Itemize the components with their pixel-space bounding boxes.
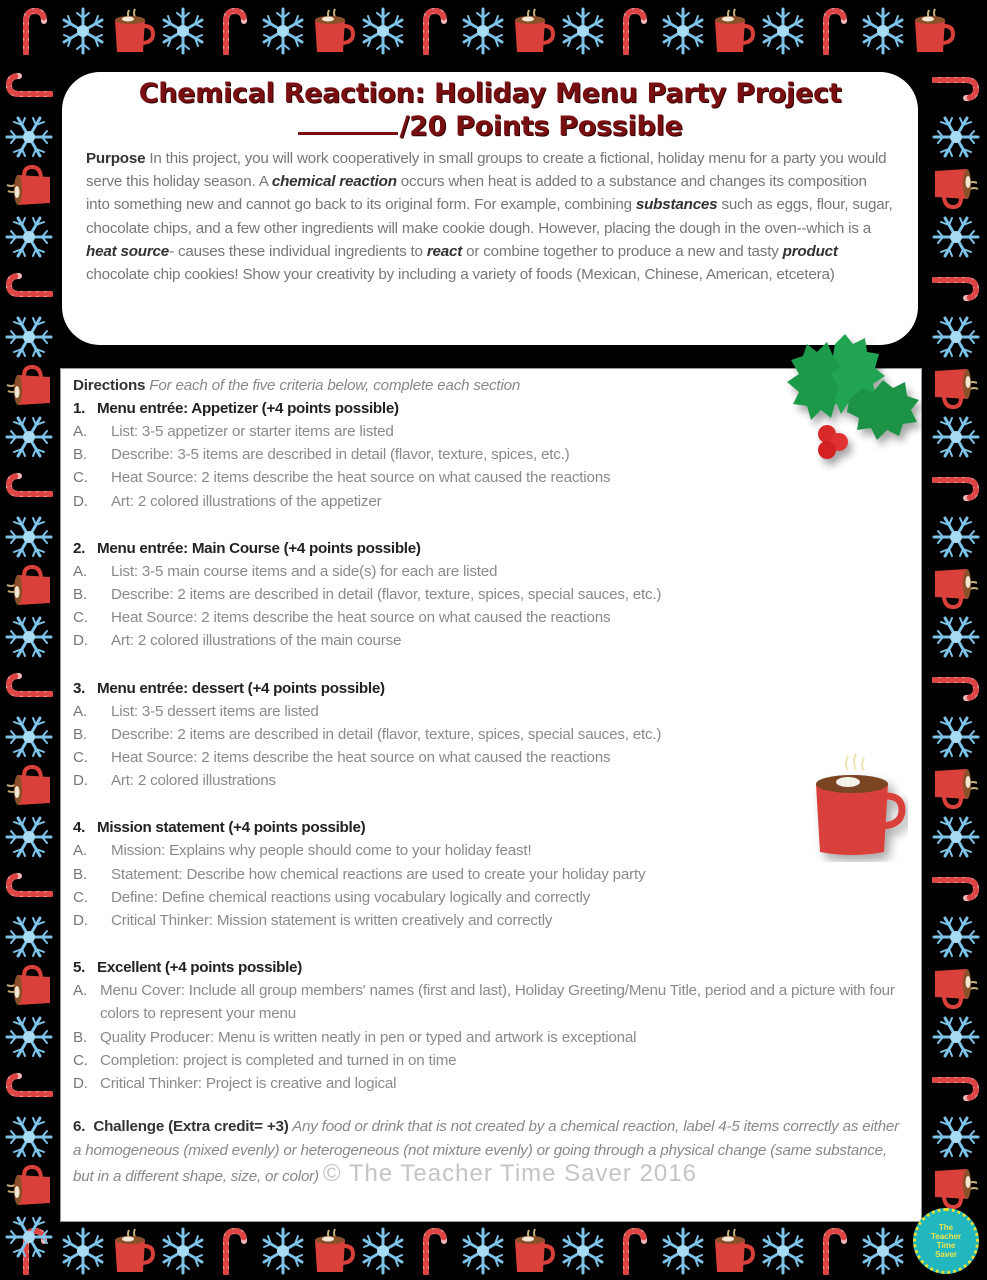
section-title: Menu entrée: dessert (+4 points possible) (97, 679, 385, 697)
criteria-item (73, 629, 909, 652)
criteria-item (73, 723, 909, 746)
challenge-text: Any food or drink that is not created by a chemical reaction, label 4-5 items correctly as either a homogeneous (mixed evenly) or heterogeneous (not mixture evenly) or going through a physical change (same substance, but in a different shape, size, or color) (73, 1118, 900, 1186)
criteria-item (73, 863, 909, 886)
criteria-section (73, 677, 909, 793)
candy-cane-icon (208, 6, 258, 56)
candy-cane-icon (931, 662, 981, 712)
item-text: List: 3-5 dessert items are listed (111, 702, 319, 720)
item-letter: A. (73, 982, 87, 1000)
snowflake-icon (931, 212, 981, 262)
criteria-item (73, 560, 909, 583)
snowflake-icon (931, 612, 981, 662)
snowflake-icon (58, 1226, 108, 1276)
item-letter: D. (73, 1075, 88, 1093)
item-text: List: 3-5 appetizer or starter items are listed (111, 423, 394, 440)
item-text: Art: 2 colored illustrations (111, 772, 276, 790)
criteria-item (73, 1026, 909, 1049)
purpose-text: chocolate chip cookies! Show your creativity by including a variety of foods (Mexican, Chinese, American, etcetera) (86, 266, 835, 284)
item-text: Describe: 2 items are described in detail (flavor, texture, spices, special sauces, etc.) (111, 725, 662, 743)
item-text: List: 3-5 main course items and a side(s) for each are listed (111, 562, 498, 580)
criteria-item (73, 700, 909, 723)
cocoa-mug-icon (4, 1162, 54, 1212)
logo-text: Saver (935, 1250, 957, 1259)
border-top (8, 6, 958, 56)
criteria-section (73, 537, 909, 653)
snowflake-icon (4, 712, 54, 762)
cocoa-mug-icon (4, 562, 54, 612)
criteria-item (73, 839, 909, 862)
item-text: Art: 2 colored illustrations of the main course (111, 632, 402, 650)
criteria-list (73, 397, 909, 1095)
section-heading (73, 816, 909, 839)
section-number: 2. (73, 539, 86, 557)
criteria-item (73, 909, 909, 932)
item-letter: B. (73, 865, 87, 883)
candy-cane-icon (808, 6, 858, 56)
criteria-item (73, 1049, 909, 1072)
section-title: Mission statement (+4 points possible) (97, 819, 366, 837)
cocoa-mug-icon (108, 6, 158, 56)
snowflake-icon (931, 912, 981, 962)
challenge-title: Challenge (Extra credit= +3) (93, 1118, 289, 1136)
criteria-item (73, 583, 909, 606)
section-title: Menu entrée: Main Course (+4 points possible) (97, 539, 421, 557)
cocoa-mug-icon (508, 6, 558, 56)
candy-cane-icon (4, 662, 54, 712)
snowflake-icon (931, 712, 981, 762)
snowflake-icon (158, 6, 208, 56)
item-letter: A. (73, 702, 87, 720)
section-heading (73, 677, 909, 700)
candy-cane-icon (4, 1062, 54, 1112)
border-bottom (8, 1226, 908, 1276)
snowflake-icon (358, 6, 408, 56)
item-text: Art: 2 colored illustrations of the appetizer (111, 492, 382, 510)
cocoa-mug-icon (931, 562, 981, 612)
directions-label: Directions (73, 377, 146, 394)
item-letter: B. (73, 725, 87, 743)
criteria-section (73, 816, 909, 932)
candy-cane-icon (808, 1226, 858, 1276)
candy-cane-icon (931, 62, 981, 112)
section-heading (73, 537, 909, 560)
section-number: 3. (73, 679, 86, 697)
cocoa-mug-icon (4, 762, 54, 812)
snowflake-icon (4, 312, 54, 362)
keyword-product: product (782, 242, 838, 260)
directions-text: For each of the five criteria below, complete each section (145, 377, 521, 394)
snowflake-icon (4, 612, 54, 662)
logo-text: Teacher (930, 1232, 962, 1241)
snowflake-icon (931, 512, 981, 562)
snowflake-icon (658, 6, 708, 56)
snowflake-icon (658, 1226, 708, 1276)
cocoa-mug-icon (308, 6, 358, 56)
snowflake-icon (4, 512, 54, 562)
keyword-react: react (426, 242, 463, 260)
section-title: Excellent (+4 points possible) (97, 959, 302, 977)
purpose-text: - causes these individual ingredients to (169, 242, 427, 260)
snowflake-icon (358, 1226, 408, 1276)
snowflake-icon (4, 1212, 54, 1262)
copyright-watermark: © The Teacher Time Saver 2016 (322, 1160, 697, 1188)
candy-cane-icon (931, 262, 981, 312)
purpose-label: Purpose (86, 150, 146, 167)
item-letter: A. (73, 423, 87, 440)
challenge-section (73, 1115, 909, 1189)
cocoa-mug-icon (908, 6, 958, 56)
border-right (931, 62, 981, 1212)
snowflake-icon (4, 912, 54, 962)
criteria-section (73, 956, 909, 1095)
item-text: Critical Thinker: Project is creative and logical (100, 1075, 397, 1093)
snowflake-icon (931, 1112, 981, 1162)
item-letter: A. (73, 562, 87, 580)
holly-icon (783, 330, 923, 485)
candy-cane-icon (608, 6, 658, 56)
keyword-substances: substances (635, 196, 718, 214)
candy-cane-icon (931, 1062, 981, 1112)
item-letter: D. (73, 912, 88, 930)
logo-text: The (938, 1223, 954, 1232)
cocoa-mug-icon (4, 362, 54, 412)
snowflake-icon (58, 6, 108, 56)
snowflake-icon (931, 412, 981, 462)
criteria-panel (60, 368, 922, 1222)
cocoa-mug-icon (4, 162, 54, 212)
snowflake-icon (258, 1226, 308, 1276)
criteria-item (73, 746, 909, 769)
purpose-paragraph (86, 147, 894, 286)
candy-cane-icon (4, 62, 54, 112)
cocoa-mug-icon (508, 1226, 558, 1276)
criteria-item (73, 606, 909, 629)
candy-cane-icon (4, 462, 54, 512)
item-text: Heat Source: 2 items describe the heat source on what caused the reactions (111, 469, 611, 487)
snowflake-icon (858, 6, 908, 56)
hot-cocoa-mug-icon (808, 752, 908, 867)
candy-cane-icon (4, 862, 54, 912)
snowflake-icon (931, 112, 981, 162)
item-text: Critical Thinker: Mission statement is written creatively and correctly (111, 912, 553, 930)
item-text: Describe: 2 items are described in detail (flavor, texture, spices, special sauces, etc.) (111, 586, 662, 604)
cocoa-mug-icon (4, 962, 54, 1012)
snowflake-icon (758, 6, 808, 56)
item-text: Quality Producer: Menu is written neatly in pen or typed and artwork is exceptional (100, 1028, 637, 1046)
purpose-text: such as eggs, flour, sugar, chocolate chips, and a few other ingredients will make cookie dough. However, placing the dough in the oven--which is a (86, 196, 893, 237)
item-letter: B. (73, 586, 87, 604)
cocoa-mug-icon (308, 1226, 358, 1276)
snowflake-icon (558, 6, 608, 56)
purpose-text: In this project, you will work cooperatively in small groups to create a fictional, holiday menu for a party you would serve this holiday season. A (86, 150, 887, 191)
cocoa-mug-icon (708, 1226, 758, 1276)
item-letter: A. (73, 842, 87, 860)
border-left (4, 62, 54, 1262)
candy-cane-icon (208, 1226, 258, 1276)
snowflake-icon (4, 812, 54, 862)
item-letter: C. (73, 469, 88, 487)
points-possible: /20 Points Possible (399, 111, 683, 142)
page-title (86, 78, 894, 143)
candy-cane-icon (8, 6, 58, 56)
snowflake-icon (258, 6, 308, 56)
item-text: Heat Source: 2 items describe the heat source on what caused the reactions (111, 749, 611, 767)
cocoa-mug-icon (708, 6, 758, 56)
section-title: Menu entrée: Appetizer (+4 points possible) (97, 400, 399, 417)
candy-cane-icon (608, 1226, 658, 1276)
snowflake-icon (4, 212, 54, 262)
item-letter: D. (73, 492, 88, 510)
keyword-heat-source: heat source (86, 242, 170, 260)
snowflake-icon (858, 1226, 908, 1276)
snowflake-icon (4, 112, 54, 162)
snowflake-icon (931, 812, 981, 862)
item-letter: D. (73, 632, 88, 650)
item-text: Heat Source: 2 items describe the heat source on what caused the reactions (111, 609, 611, 627)
purpose-text: or combine together to produce a new and tasty (462, 242, 783, 260)
section-heading (73, 956, 909, 979)
keyword-chemical-reaction: chemical reaction (271, 173, 397, 191)
snowflake-icon (4, 412, 54, 462)
snowflake-icon (931, 312, 981, 362)
cocoa-mug-icon (108, 1226, 158, 1276)
criteria-item (73, 979, 909, 1025)
criteria-item (73, 769, 909, 792)
item-letter: C. (73, 888, 88, 906)
snowflake-icon (4, 1012, 54, 1062)
candy-cane-icon (4, 262, 54, 312)
item-text: Menu Cover: Include all group members' names (first and last), Holiday Greeting/Menu Title, period and a picture with four colors to represent your menu (100, 982, 895, 1023)
logo-text: Time (936, 1241, 956, 1250)
cocoa-mug-icon (931, 162, 981, 212)
item-text: Statement: Describe how chemical reactions are used to create your holiday party (111, 865, 646, 883)
teacher-time-saver-logo (913, 1208, 979, 1274)
title-line-2 (86, 110, 894, 143)
item-letter: C. (73, 1051, 88, 1069)
item-text: Define: Define chemical reactions using vocabulary logically and correctly (111, 888, 591, 906)
section-number: 1. (73, 400, 86, 417)
criteria-item (73, 886, 909, 909)
cocoa-mug-icon (931, 762, 981, 812)
snowflake-icon (4, 1112, 54, 1162)
challenge-number: 6. (73, 1118, 86, 1136)
item-letter: C. (73, 609, 88, 627)
snowflake-icon (158, 1226, 208, 1276)
header-panel (62, 72, 918, 345)
item-letter: B. (73, 1028, 87, 1046)
score-blank (298, 110, 398, 135)
criteria-item (73, 1072, 909, 1095)
item-text: Completion: project is completed and turned in on time (100, 1051, 457, 1069)
candy-cane-icon (931, 862, 981, 912)
cocoa-mug-icon (931, 1162, 981, 1212)
candy-cane-icon (931, 462, 981, 512)
candy-cane-icon (408, 6, 458, 56)
snowflake-icon (758, 1226, 808, 1276)
cocoa-mug-icon (931, 362, 981, 412)
item-letter: B. (73, 446, 87, 464)
item-letter: C. (73, 749, 88, 767)
purpose-text: occurs when heat is added to a substance and changes its composition into something new and cannot go back to its original form. For example, combining (86, 173, 867, 214)
item-text: Mission: Explains why people should come to your holiday feast! (111, 842, 532, 860)
section-number: 5. (73, 959, 86, 977)
candy-cane-icon (408, 1226, 458, 1276)
snowflake-icon (931, 1012, 981, 1062)
cocoa-mug-icon (931, 962, 981, 1012)
title-line-1: Chemical Reaction: Holiday Menu Party Project (138, 78, 842, 109)
section-number: 4. (73, 819, 86, 837)
snowflake-icon (458, 6, 508, 56)
item-letter: D. (73, 772, 88, 790)
snowflake-icon (458, 1226, 508, 1276)
item-text: Describe: 3-5 items are described in detail (flavor, texture, spices, etc.) (111, 446, 570, 464)
snowflake-icon (558, 1226, 608, 1276)
criteria-item (73, 490, 909, 513)
